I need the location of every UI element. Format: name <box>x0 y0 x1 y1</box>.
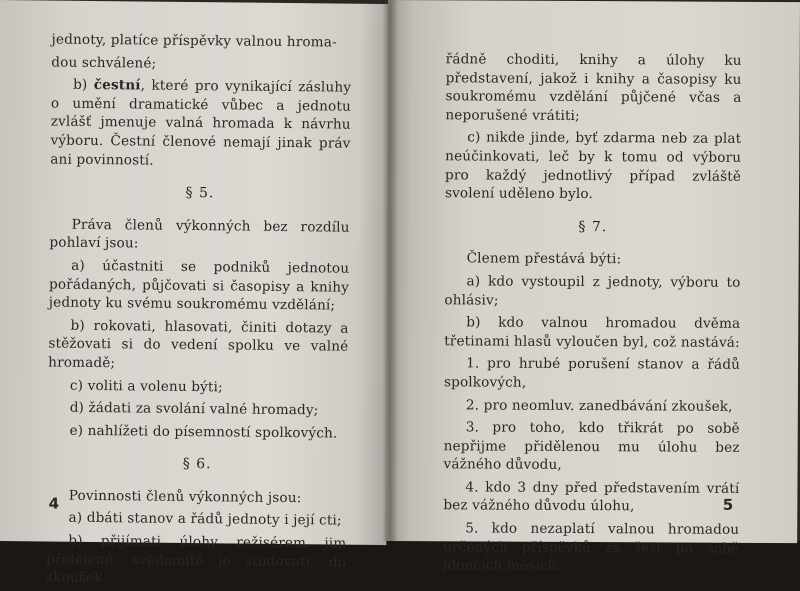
list-item: a) účastniti se podniků jednotou pořádaných, půjčovati si časopisy a knihy jednoty ku svému soukromému vzdělání; <box>48 257 350 314</box>
list-item: b) rokovati, hlasovati, činiti dotazy a stěžovati si do vedení spolku ve valné hromadě; <box>48 317 349 372</box>
list-item: a) kdo vystoupil z jednoty, výboru to ohlásiv; <box>444 273 741 309</box>
list-item: c) nikde jinde, byť zdarma neb za plat neúčinkovati, leč by k tomu od výboru pro každý jednotlivý případ zvláště svolení uděleno bylo. <box>444 129 742 203</box>
item-text: , které pro vynikající zásluhy o umění dramatické vůbec a jednotu zvlášť jmenuje valná hromada k návrhu výboru. Čestní členové nemají jinak práv ani povinností. <box>50 77 352 169</box>
text-line: jednoty, platíce příspěvky valnou hroma- <box>51 31 337 51</box>
list-item: c) voliti a volenu býti; <box>69 377 223 395</box>
section-intro: Členem přestává býti: <box>466 250 622 268</box>
book-gutter <box>382 0 398 541</box>
list-item: 3. pro toho, kdo třikrát po sobě nepřijme přidělenou mu úlohu bez vážného důvodu, <box>443 419 740 474</box>
list-item: 4. kdo 3 dny před představením vrátí bez vážného důvodu úlohu, <box>443 479 740 515</box>
section-intro: Práva členů výkonných bez rozdílu pohlaví jsou: <box>49 216 350 252</box>
member-type-honorary <box>50 76 351 172</box>
list-item: e) nahlížeti do písemností spolkových. <box>69 422 338 442</box>
text-line: dou schválené; <box>51 54 157 72</box>
list-item: 5. kdo nezaplatí valnou hromadou určených příspěvků za šest po sobě jdoucích měsíců. <box>442 520 740 575</box>
honorary-term: čestní <box>93 77 141 94</box>
right-page <box>385 0 800 575</box>
list-item: 2. pro neomluv. zanedbávání zkoušek, <box>465 396 733 415</box>
page-number: 4 <box>48 494 60 514</box>
section-heading-6: § 6. <box>182 456 212 473</box>
list-item: b) kdo valnou hromadou dvěma třetinami hlasů vyloučen byl, což nastává: <box>444 314 741 351</box>
section-heading-7: § 7. <box>578 218 608 235</box>
list-item: 1. pro hrubé porušení stanov a řádů spolkových, <box>443 355 741 391</box>
continuation-text: řádně choditi, knihy a úlohy ku představení, jakož i knihy a časopisy ku soukromému vzdělání půjčené včas a neporušené vrátiti; <box>445 51 742 124</box>
section-heading-5: § 5. <box>185 185 215 202</box>
list-item: d) žádati za svolání valné hromady; <box>69 399 319 419</box>
item-label: b) <box>73 76 94 94</box>
page-number: 5 <box>722 496 734 515</box>
section-intro: Povinnosti členů výkonných jsou: <box>68 487 302 507</box>
list-item: a) dbáti stanov a řádů jednoty i její cti; <box>68 510 342 530</box>
list-item: b) přijímati úlohy režisérem jim přidělené, svědomitě je studovati, do zkoušek <box>45 532 347 587</box>
left-page <box>0 0 392 587</box>
